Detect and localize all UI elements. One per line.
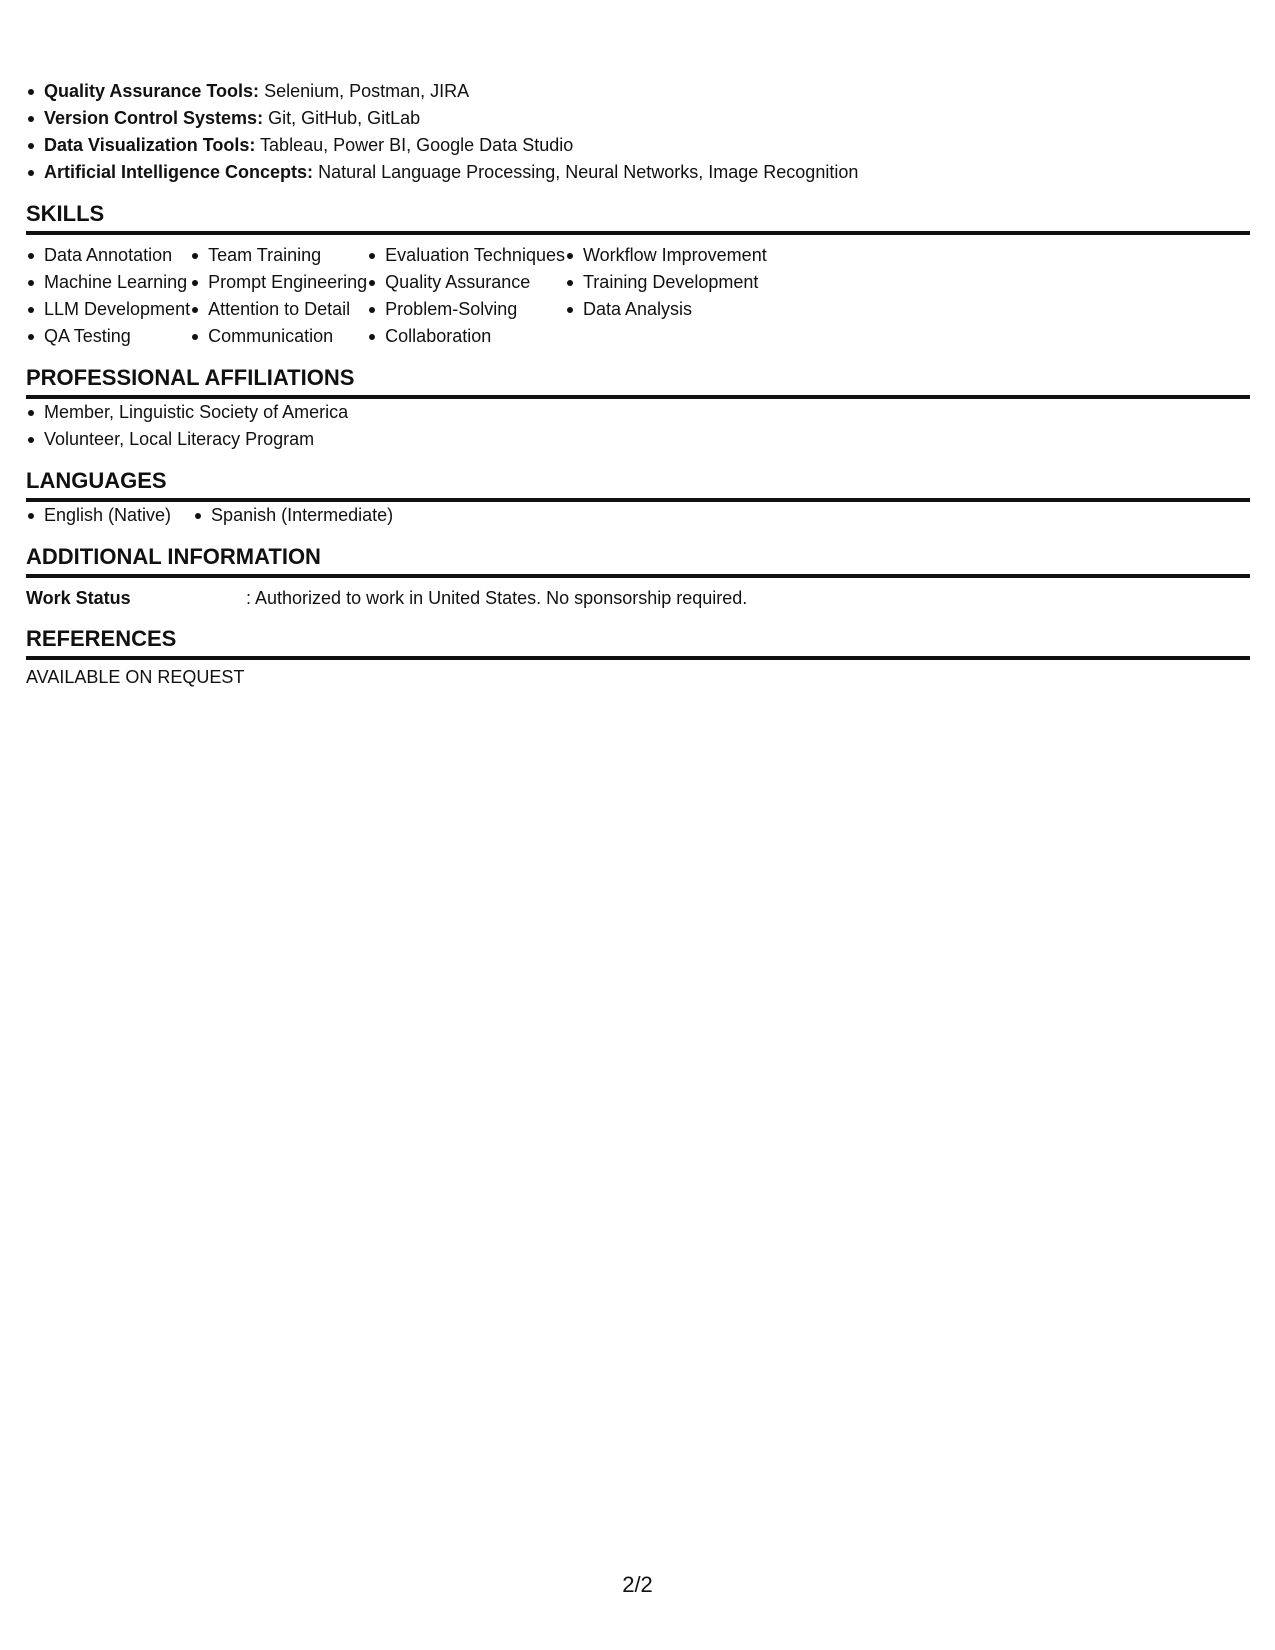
skills-column	[565, 242, 767, 350]
resume-page	[26, 78, 1250, 690]
skills-column	[190, 242, 367, 350]
section-title: PROFESSIONAL AFFILIATIONS	[26, 364, 1250, 399]
work-status-value: : Authorized to work in United States. No sponsorship required.	[246, 588, 748, 608]
affiliations-list	[26, 399, 1250, 453]
work-status-label: Work Status	[26, 588, 131, 608]
tool-label: Data Visualization Tools:	[44, 135, 256, 155]
list-item: Communication	[190, 323, 367, 350]
list-item: Data Analysis	[565, 296, 767, 323]
tool-value: Selenium, Postman, JIRA	[259, 81, 470, 101]
tool-label: Artificial Intelligence Concepts:	[44, 162, 314, 182]
list-item: Machine Learning	[26, 269, 190, 296]
affiliations-section	[26, 364, 1250, 453]
tool-label: Version Control Systems:	[44, 108, 264, 128]
list-item: Problem-Solving	[367, 296, 565, 323]
skills-column	[367, 242, 565, 350]
references-text: AVAILABLE ON REQUEST	[26, 667, 245, 687]
list-item: LLM Development	[26, 296, 190, 323]
list-item	[26, 105, 1250, 132]
section-title: SKILLS	[26, 200, 1250, 235]
tool-value: Natural Language Processing, Neural Networks, Image Recognition	[313, 162, 859, 182]
list-item: Attention to Detail	[190, 296, 367, 323]
list-item	[26, 78, 1250, 105]
list-item	[26, 132, 1250, 159]
languages-section	[26, 467, 1250, 529]
list-item: Team Training	[190, 242, 367, 269]
list-item: Workflow Improvement	[565, 242, 767, 269]
list-item: Data Annotation	[26, 242, 190, 269]
tool-value: Tableau, Power BI, Google Data Studio	[255, 135, 574, 155]
list-item: Collaboration	[367, 323, 565, 350]
section-title: ADDITIONAL INFORMATION	[26, 543, 1250, 578]
skills-grid	[26, 235, 1250, 350]
list-item: QA Testing	[26, 323, 190, 350]
list-item	[26, 159, 1250, 186]
list-item: Quality Assurance	[367, 269, 565, 296]
work-status-row	[26, 578, 1250, 611]
list-item: English (Native)	[26, 502, 171, 529]
list-item: Evaluation Techniques	[367, 242, 565, 269]
list-item: Training Development	[565, 269, 767, 296]
list-item: Prompt Engineering	[190, 269, 367, 296]
section-title: REFERENCES	[26, 625, 1250, 660]
references-section	[26, 625, 1250, 690]
additional-info-section	[26, 543, 1250, 611]
list-item: Volunteer, Local Literacy Program	[26, 426, 1250, 453]
section-title: LANGUAGES	[26, 467, 1250, 502]
languages-list	[26, 502, 1250, 529]
page-number: 2/2	[622, 1572, 653, 1597]
list-item: Member, Linguistic Society of America	[26, 399, 1250, 426]
skills-section	[26, 200, 1250, 350]
tool-label: Quality Assurance Tools:	[44, 81, 260, 101]
skills-column	[26, 242, 190, 350]
tool-value: Git, GitHub, GitLab	[263, 108, 421, 128]
tools-list	[26, 78, 1250, 186]
list-item: Spanish (Intermediate)	[193, 502, 393, 529]
